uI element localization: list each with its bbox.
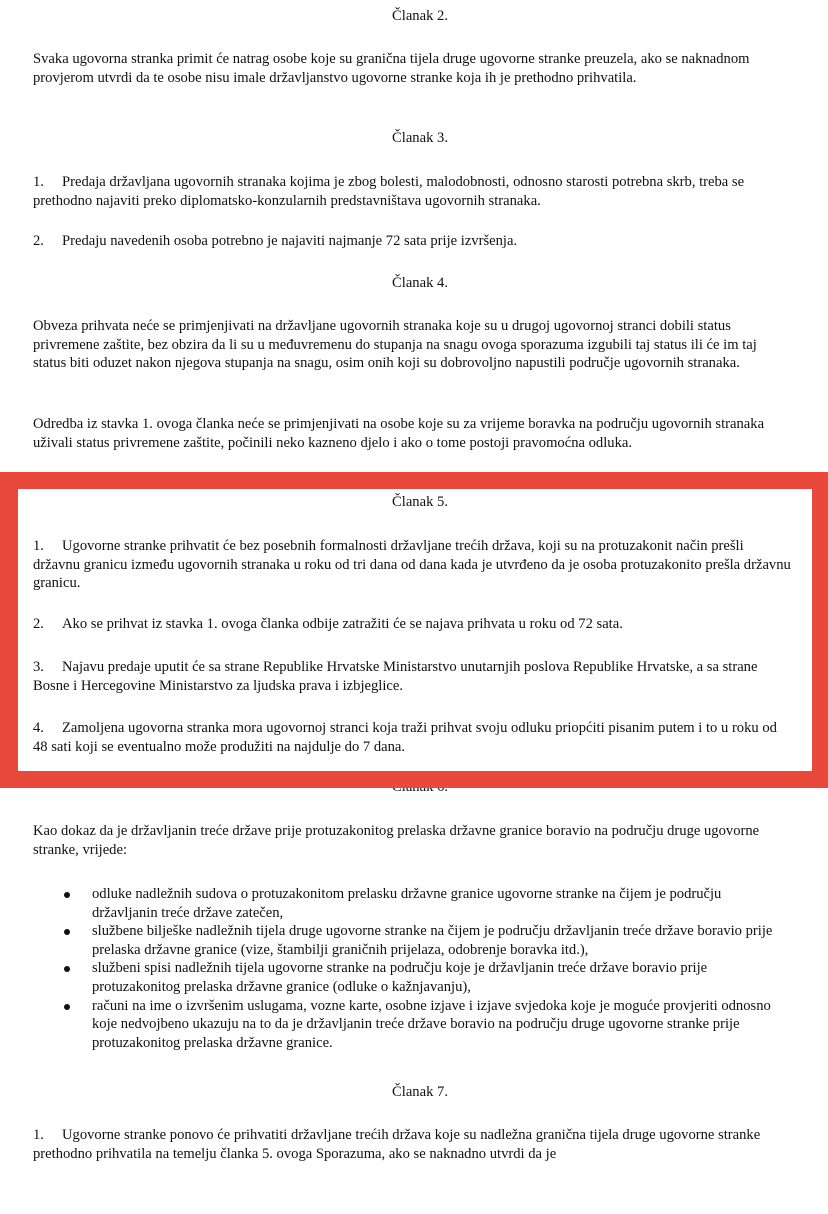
item-number: 1. xyxy=(33,1127,44,1143)
bullet-icon xyxy=(64,929,70,935)
article-3-heading: Članak 3. xyxy=(392,130,448,146)
bullet-icon xyxy=(64,1004,70,1010)
list-item-text: službeni spisi nadležnih tijela ugovorne stranke na području koje je državljanin treće države boravio prije protuzakonitog prelaska državne granice (odluke o kažnjavanju), xyxy=(92,960,708,995)
item-number: 4. xyxy=(33,720,44,736)
item-number: 2. xyxy=(33,233,44,249)
article-4-paragraph-1: Obveza prihvata neće se primjenjivati na državljane ugovornih stranaka koje su u drugoj ugovornoj stranci dobili status privremene zaštite, bez obzira da li su u međuvremenu do stupanja na snagu ovoga sporazuma izgubili taj status ili će im taj status biti oduzet nakon njegova stupanja na snagu, osim onih koji su dobrovoljno napustili područje ugovornih stranaka. xyxy=(33,318,757,372)
article-5-item xyxy=(33,537,793,593)
list-item-text: službene bilješke nadležnih tijela druge ugovorne stranke na čijem je području državljanin treće države boravio prije prelaska državne granice (vize, štambilji graničnih prijelaza, odobrenje boravka itd.), xyxy=(92,923,773,958)
list-item-text: računi na ime o izvršenim uslugama, vozne karte, osobne izjave i izjave svjedoka koje je moguće provjeriti odnosno koje nedvojbeno ukazuju na to da je državljanin treće države boravio na području druge ugovorne stranke prije protuzakonitog prelaska državne granice. xyxy=(92,997,771,1051)
list-item-text: odluke nadležnih sudova o protuzakonitom prelasku državne granice ugovorne stranke na čijem je području državljanin treće države zatečen, xyxy=(92,886,722,921)
list-item xyxy=(33,922,773,959)
item-text: Predaju navedenih osoba potrebno je najaviti najmanje 72 sata prije izvršenja. xyxy=(62,233,518,249)
item-number: 1. xyxy=(33,538,44,554)
item-text: Ugovorne stranke ponovo će prihvatiti državljane trećih država koje su nadležna granična tijela druge ugovorne stranke prethodno prihvatila na temelju članka 5. ovoga Sporazuma, ako se naknadno utvrdi da je xyxy=(33,1127,761,1162)
article-5-item xyxy=(33,719,793,756)
item-text: Ugovorne stranke prihvatit će bez posebnih formalnosti državljane trećih država, koji su na protuzakonit način prešli državnu granicu između ugovornih stranaka u roku od tri dana od dana kada je utvrđeno da je osoba protuzakonito prešla državnu granicu. xyxy=(33,538,791,592)
item-text: Predaja državljana ugovornih stranaka kojima je zbog bolesti, malodobnosti, odnosno starosti potrebna skrb, treba se prethodno najaviti preko diplomatsko-konzularnih predstavništava ugovornih stranaka. xyxy=(33,174,745,209)
article-5-item xyxy=(33,615,793,634)
item-text: Zamoljena ugovorna stranka mora ugovornoj stranci koja traži prihvat svoju odluku priopćiti pisanim putem i to u roku od 48 sati koji se eventualno može produžiti na najdulje do 7 dana. xyxy=(33,720,777,755)
article-2-paragraph: Svaka ugovorna stranka primit će natrag osobe koje su granična tijela druge ugovorne stranke preuzela, ako se naknadnom provjerom utvrdi da te osobe nisu imale državljanstvo ugovorne stranke koja ih je prethodno prihvatila. xyxy=(33,51,750,86)
article-6-intro: Kao dokaz da je državljanin treće države prije protuzakonitog prelaska državne granice boravio na području druge ugovorne stranke, vrijede: xyxy=(33,823,760,858)
article-4-heading: Članak 4. xyxy=(392,275,448,291)
article-3-item xyxy=(33,232,793,251)
bullet-icon xyxy=(64,966,70,972)
list-item xyxy=(33,885,773,922)
item-number: 3. xyxy=(33,659,44,675)
article-6-heading: Članak 6. xyxy=(392,779,448,795)
article-2-heading: Članak 2. xyxy=(392,8,448,24)
article-3-item xyxy=(33,173,793,210)
item-number: 2. xyxy=(33,616,44,632)
list-item xyxy=(33,997,773,1053)
list-item xyxy=(33,959,773,996)
article-6-list xyxy=(33,885,773,1052)
item-text: Ako se prihvat iz stavka 1. ovoga članka odbije zatražiti će se najava prihvata u roku od 72 sata. xyxy=(62,616,623,632)
article-5-item xyxy=(33,658,793,695)
article-5-heading: Članak 5. xyxy=(392,494,448,510)
article-7-item xyxy=(33,1126,793,1163)
article-7-heading: Članak 7. xyxy=(392,1084,448,1100)
item-text: Najavu predaje uputit će sa strane Republike Hrvatske Ministarstvo unutarnjih poslova Republike Hrvatske, a sa strane Bosne i Hercegovine Ministarstvo za ljudska prava i izbjeglice. xyxy=(33,659,758,694)
article-4-paragraph-2: Odredba iz stavka 1. ovoga članka neće se primjenjivati na osobe koje su za vrijeme boravka na području ugovornih stranaka uživali status privremene zaštite, počinili neko kazneno djelo i ako o tome postoji pravomoćna odluka. xyxy=(33,416,765,451)
item-number: 1. xyxy=(33,174,44,190)
bullet-icon xyxy=(64,892,70,898)
